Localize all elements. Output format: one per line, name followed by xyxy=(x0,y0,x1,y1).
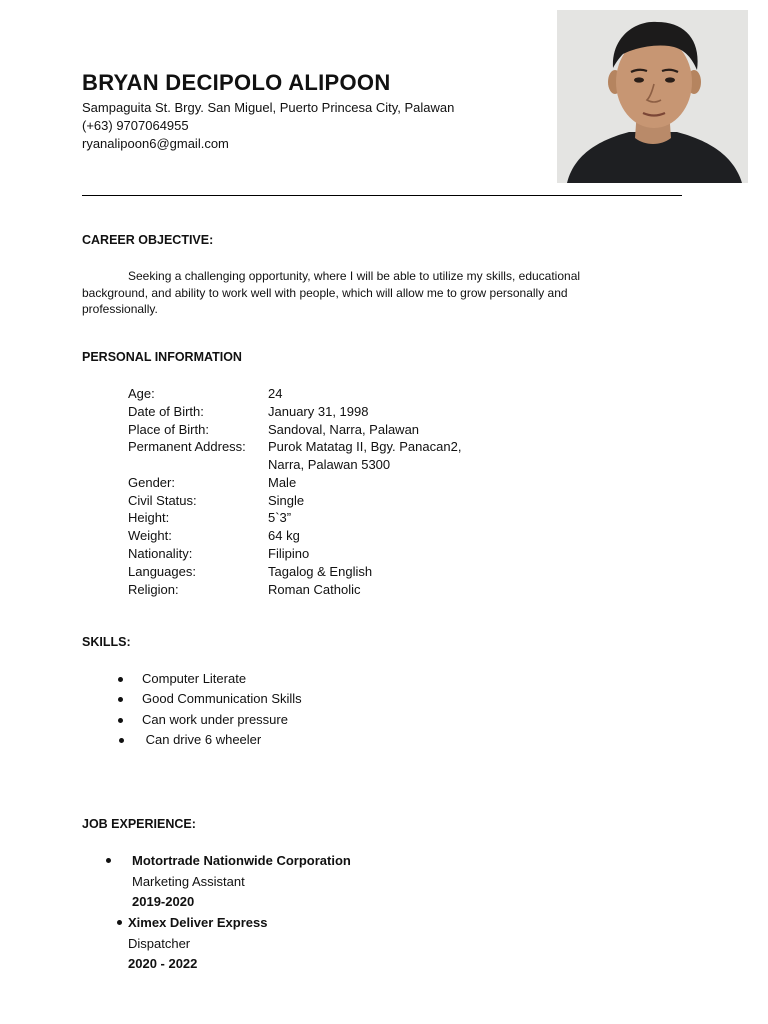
bullet-icon xyxy=(106,858,111,863)
info-label: Civil Status: xyxy=(128,493,197,508)
bullet-icon xyxy=(119,738,124,743)
info-label: Date of Birth: xyxy=(128,404,204,419)
info-label: Gender: xyxy=(128,475,175,490)
bullet-icon xyxy=(117,920,122,925)
email-text: ryanalipoon6@gmail.com xyxy=(82,136,229,151)
phone-text: (+63) 9707064955 xyxy=(82,118,189,133)
info-value: Purok Matatag II, Bgy. Panacan2, xyxy=(268,439,462,454)
info-value: Male xyxy=(268,475,297,490)
info-value: Filipino xyxy=(268,546,310,561)
info-label: Place of Birth: xyxy=(128,422,209,437)
career-objective-text: Seeking a challenging opportunity, where I will be able to utilize my skills, educational background, and ability to work well with people, which will allow me to grow personally and professionally. xyxy=(82,269,581,316)
info-value: Single xyxy=(268,493,305,508)
info-label: Nationality: xyxy=(128,546,193,561)
header-divider xyxy=(82,195,682,196)
bullet-icon xyxy=(118,697,123,702)
info-label: Weight: xyxy=(128,528,172,543)
info-value: 24 xyxy=(268,386,283,401)
job-company: Motortrade Nationwide Corporation xyxy=(132,853,351,868)
job-years: 2020 - 2022 xyxy=(128,956,198,971)
skill-item: Can work under pressure xyxy=(142,712,288,727)
profile-photo xyxy=(557,10,748,183)
info-value: January 31, 1998 xyxy=(268,404,369,419)
info-label: Height: xyxy=(128,510,170,525)
career-objective-heading: CAREER OBJECTIVE: xyxy=(82,233,214,247)
info-label: Religion: xyxy=(128,582,179,597)
job-experience-heading: JOB EXPERIENCE: xyxy=(82,817,196,831)
job-years: 2019-2020 xyxy=(132,894,195,909)
info-value: 64 kg xyxy=(268,528,300,543)
job-position: Dispatcher xyxy=(128,936,191,951)
info-label: Permanent Address: xyxy=(128,439,246,454)
info-value: Narra, Palawan 5300 xyxy=(268,457,391,472)
info-label: Age: xyxy=(128,386,155,401)
info-value: 5`3” xyxy=(268,510,292,525)
info-value: Sandoval, Narra, Palawan xyxy=(268,422,420,437)
bullet-icon xyxy=(118,677,123,682)
info-label: Languages: xyxy=(128,564,196,579)
skill-item: Computer Literate xyxy=(142,671,247,686)
skills-heading: SKILLS: xyxy=(82,635,131,649)
job-company: Ximex Deliver Express xyxy=(128,915,268,930)
address-text: Sampaguita St. Brgy. San Miguel, Puerto Princesa City, Palawan xyxy=(82,100,455,115)
info-value: Tagalog & English xyxy=(268,564,373,579)
personal-info-heading: PERSONAL INFORMATION xyxy=(82,350,242,364)
info-value: Roman Catholic xyxy=(268,582,361,597)
job-position: Marketing Assistant xyxy=(132,874,245,889)
skill-item: Can drive 6 wheeler xyxy=(142,732,262,747)
applicant-name: BRYAN DECIPOLO ALIPOON xyxy=(82,70,391,95)
skill-item: Good Communication Skills xyxy=(142,691,302,706)
bullet-icon xyxy=(118,718,123,723)
